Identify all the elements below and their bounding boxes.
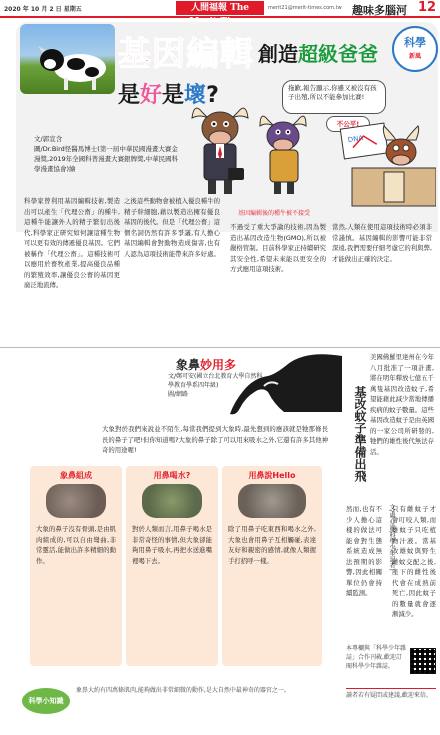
- section-title: 趣味多腦河: [352, 4, 407, 17]
- elephant-article-intro: 大象對於我們來說並不陌生,每當我們提到大象時,最先想到的應該就是牠那條長長的鼻子了吧!但你知道嗎?大象的鼻子除了可以用來吸水之外,它還有許多其他神奇的用途喔!: [102, 425, 328, 454]
- elephant-title-b: 妙用多: [200, 358, 237, 372]
- badge-line1: 科學: [404, 36, 426, 49]
- speech-bubble-left: 拖歉,報告顯示,你雖又被沒有孩子出殖,所以不能參加比賽!: [282, 80, 386, 114]
- fact-badge-label: 科學小知識: [28, 697, 64, 705]
- bull-cartoon-illustration: [190, 98, 310, 202]
- email-address[interactable]: merit21@merit-times.com.tw: [268, 5, 342, 11]
- section-divider: [0, 347, 440, 348]
- headline-sub-c: ?: [206, 83, 219, 108]
- page-number: 12: [418, 0, 437, 15]
- headline-rest-b: 超級爸爸: [298, 42, 378, 66]
- greeting-elephants-photo: [238, 484, 306, 518]
- headline-sub-good: 好: [140, 83, 163, 108]
- article1-column-3: 不過受了重大爭論的技術,因為製造出基因改造生物(GMO),所以被嚴格管制。目前科學家正持續研究其安全性,希望未來能以更安全的方式應用這項技術。: [230, 223, 326, 273]
- svg-text:DNA: DNA: [347, 134, 364, 145]
- mosquito-article-title: 基改蚊子準備出飛: [353, 386, 367, 482]
- elephant-article-title: [176, 356, 236, 373]
- headline-main: 基因編輯: [118, 34, 254, 73]
- headline-sub-a: 是: [118, 83, 141, 108]
- mosquito-article-byline: 文/盧心渝(科學少年記者): [388, 504, 395, 571]
- elephant-footer-notes: 象鼻大約有四萬條肌肉,能夠做出非常細微的動作,是大自然中最神奇的器官之一。: [76, 687, 290, 694]
- qr-code-icon[interactable]: [410, 648, 436, 674]
- article1-column-2: 之後這些動物會被植入優良種牛的精子幹細胞,藉以製造出擁有優良基因的後代。但是「代理公畜」這個名詞仍然有許多爭議,有人擔心基因編輯會對動物造成傷害,也有人認為這項技術能帶來許多好處。: [124, 197, 220, 258]
- speech-bubble-right: 不公平!: [326, 116, 370, 132]
- newspaper-logo: 人間福報 The: [176, 1, 264, 15]
- mosquito-column-note: 本專欄與「科學少年雜誌」合作刊載,歡迎訂閱科學少年雜誌。: [346, 645, 406, 670]
- mosquito-article-column-2: 只有雌蚊子才會叮咬人類,而雄蚊子只吃植物汁液。當基改雄蚊與野生雌蚊交配之後,產下的雌性後代會在成熟前死亡,因此蚊子的數量就會逐漸減少。: [392, 505, 436, 618]
- judge-cartoon-illustration: [312, 118, 436, 208]
- info-box-drink-text: 對於人類而言,用鼻子喝水是非常奇怪的事情,但大象卻能夠用鼻子吸水,再把水送進嘴裡喝下去。: [132, 525, 212, 565]
- info-box-trunk-composition-text: 大象的鼻子沒有骨頭,是由肌肉組成的,可以自由彎曲,非常靈活,能做出許多精細的動作。: [36, 525, 116, 565]
- elephant-title-a: 象鼻: [176, 358, 201, 372]
- headline-sub-b: 是: [162, 83, 185, 108]
- elephant-article-byline: 文/鄭可安(國立台北教育大學自然科學教育學系四年級) 圖/網路: [168, 373, 263, 398]
- headline-rest: [258, 38, 378, 67]
- trunk-photo: [46, 484, 106, 518]
- info-box-hello-title: 用鼻說Hello: [248, 471, 296, 480]
- badge-line2: 新風: [408, 53, 421, 60]
- illustration-caption: 基因編輯後的種牛被不接受: [238, 210, 311, 217]
- mosquito-article-column-3: 然而,也有不少人擔心這樣的做法可能會對生態系統造成無法預期的影響,因此相關單位仍會持續監測。: [346, 505, 382, 597]
- headline-rest-a: 創造: [258, 42, 298, 66]
- drinking-elephant-photo: [142, 484, 202, 518]
- info-box-trunk-composition-title: 象鼻組成: [60, 471, 92, 480]
- article1-column-1: 科學家曾利用基因編輯技術,製造出可以產生「代理公畜」的種牛,這種牛能讓外人的精子繁衍出後代,科學家正研究如何讓這種生物可以更有效的傳遞優良基因。它們被稱作「代理公畜」。這種技術可以應用於畜牧產業,提高優良品種的繁殖效率,讓優良公畜的基因更廣泛地流傳。: [24, 197, 120, 289]
- mosquito-article-column-1: 美國佛羅里達州在今年八月批准了一項計畫,將在明年釋放七億五千萬隻基因改造蚊子,希望能藉此減少當地傳播疾病的蚊子數量。這些基因改造蚊子是由英國的一家公司所研發的,牠們的雄性後代無法存活。: [370, 353, 434, 456]
- cow-photo: [20, 24, 115, 94]
- article1-column-4: 當然,人類在使用這項技術時必須非常謹慎。基因編輯的影響可能非常深遠,我們需要仔細考慮它的利與弊,才能做出正確的決定。: [332, 223, 432, 263]
- article1-byline: 文/郭宣含 圖/Dr.Bird怪醫馬博士(第一屆中華民國漫畫大賽金漫獎,2019年全國科普漫畫大賽銀牌獎,中華民國科學漫畫協會)繪: [34, 135, 179, 173]
- issue-date: 2020 年 10 月 2 日 星期五: [4, 6, 82, 13]
- reader-feedback-note: 讀者若有疑問或建議,歡迎來信。: [346, 688, 436, 728]
- headline-sub-bad: 壞: [184, 83, 207, 108]
- fact-badge: [22, 688, 70, 714]
- science-column-badge: [392, 26, 438, 72]
- info-box-drink-title: 用鼻喝水?: [153, 471, 191, 480]
- info-box-hello-text: 除了用鼻子吃東西和喝水之外,大象也會用鼻子互相觸碰,表達友好和親密的感情,就像人類握手打招呼一樣。: [228, 525, 316, 565]
